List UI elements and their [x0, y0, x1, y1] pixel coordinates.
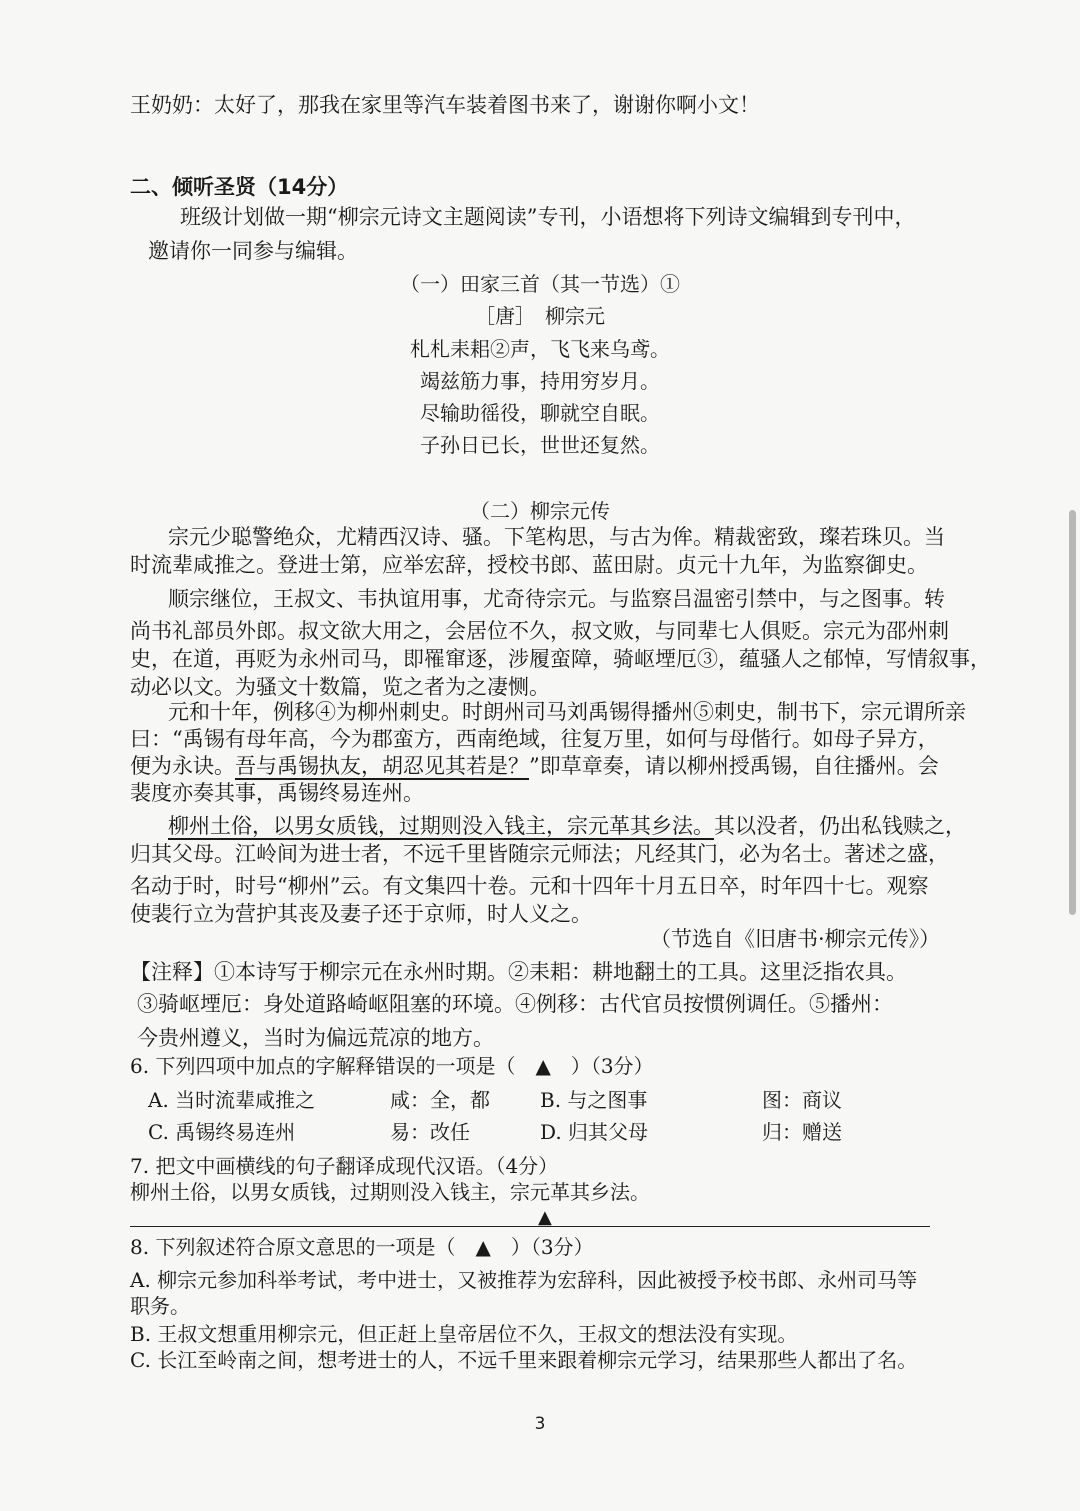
q6-option-c: C. 禹锡终易连州: [148, 1120, 296, 1144]
q6-gloss-d: 归：赠送: [762, 1120, 842, 1144]
q8-option: C. 长江至岭南之间，想考进士的人，不远千里来跟着柳宗元学习，结果那些人都出了名。: [130, 1348, 918, 1372]
bio-line: 尚书礼部员外郎。叔文欲大用之，会居位不久，叔文败，与同辈七人俱贬。宗元为邵州刺: [130, 619, 949, 643]
bio-text: ”即草章奏，请以柳州授禹锡，自往播州。会: [529, 754, 939, 778]
bio-line: 史，在道，再贬为永州司马，即罹窜逐，涉履蛮障，骑岖堙厄③，蕴骚人之郁悼，写情叙事，: [130, 647, 991, 671]
bio-text: 便为永诀。: [130, 754, 235, 778]
poem-line: 札札耒耜②声，飞飞来乌鸢。: [410, 337, 670, 361]
q6-option-b: B. 与之图事: [540, 1088, 648, 1112]
bio-line: 元和十年，例移④为柳州刺史。时朗州司马刘禹锡得播州⑤刺史，制书下，宗元谓所亲: [168, 700, 966, 724]
note-line: ③骑岖堙厄：身处道路崎岖阻塞的环境。④例移：古代官员按惯例调任。⑤播州：: [137, 992, 893, 1016]
bio-line: 使裴行立为营护其丧及妻子还于京师，时人义之。: [130, 902, 592, 926]
section-heading: 二、倾听圣贤（14分）: [130, 175, 349, 199]
poem-title: （一）田家三首（其一节选）①: [400, 272, 680, 296]
intro-line-1: 班级计划做一期“柳宗元诗文主题阅读”专刊，小语想将下列诗文编辑到专刊中，: [180, 205, 916, 229]
answer-line: [130, 1226, 930, 1227]
note-line: 今贵州遵义，当时为偏远荒凉的地方。: [137, 1026, 494, 1050]
poem-line: 尽输助徭役，聊就空自眠。: [420, 401, 660, 425]
bio-line: 动必以文。为骚文十数篇，览之者为之凄恻。: [130, 675, 550, 699]
intro-line-2: 邀请你一同参与编辑。: [148, 239, 358, 263]
dialog-line: 王奶奶：太好了，那我在家里等汽车装着图书来了，谢谢你啊小文！: [130, 93, 760, 117]
underlined-sentence: 柳州土俗，以男女质钱，过期则没入钱主，宗元革其乡法。: [168, 814, 714, 838]
underlined-sentence: 吾与禹锡执友，胡忍见其若是？: [235, 754, 529, 778]
bio-line: 宗元少聪警绝众，尤精西汉诗、骚。下笔构思，与古为侔。精裁密致，璨若珠贝。当: [168, 525, 945, 549]
question-6-stem: 6. 下列四项中加点的字解释错误的一项是（ ▲ ）（3分）: [130, 1054, 654, 1078]
bio-line-with-underline: [130, 752, 939, 780]
q6-option-a: A. 当时流辈咸推之: [148, 1088, 316, 1112]
bio-line: 裴度亦奏其事，禹锡终易连州。: [130, 781, 424, 805]
q8-option: B. 王叔文想重用柳宗元，但正赶上皇帝居位不久，王叔文的想法没有实现。: [130, 1322, 798, 1346]
question-8-stem: 8. 下列叙述符合原文意思的一项是（ ▲ ）（3分）: [130, 1235, 594, 1259]
q6-option-d: D. 归其父母: [540, 1120, 649, 1144]
q8-option: 职务。: [130, 1294, 190, 1318]
bio-line: 归其父母。江岭间为进士者，不远千里皆随宗元师法；凡经其门，必为名士。著述之盛，: [130, 842, 949, 866]
bio-line: 顺宗继位，王叔文、韦执谊用事，尤奇待宗元。与监察吕温密引禁中，与之图事。转: [168, 587, 945, 611]
bio-line-with-underline: [168, 812, 966, 840]
bio-source: （节选自《旧唐书·柳宗元传》）: [650, 927, 941, 951]
poem-author: ［唐］ 柳宗元: [475, 304, 605, 328]
bio-line: 时流辈咸推之。登进士第，应举宏辞，授校书郎、蓝田尉。贞元十九年，为监察御史。: [130, 553, 928, 577]
q6-gloss-a: 咸：全，都: [390, 1088, 490, 1112]
answer-triangle-icon: ▲: [538, 1207, 552, 1228]
question-7-stem: 7. 把文中画横线的句子翻译成现代汉语。（4分）: [130, 1154, 559, 1178]
page-number: 3: [534, 1414, 546, 1434]
q8-option: A. 柳宗元参加科举考试，考中进士，又被推荐为宏辞科，因此被授予校书郎、永州司马等: [130, 1268, 918, 1292]
q6-gloss-b: 图：商议: [762, 1088, 842, 1112]
poem-line: 子孙日已长，世世还复然。: [420, 433, 660, 457]
poem-line: 竭兹筋力事，持用穷岁月。: [420, 369, 660, 393]
note-line: 【注释】①本诗写于柳宗元在永州时期。②耒耜：耕地翻土的工具。这里泛指农具。: [130, 960, 907, 984]
q6-gloss-c: 易：改任: [390, 1120, 470, 1144]
bio-title: （二）柳宗元传: [470, 499, 610, 523]
bio-text: 其以没者，仍出私钱赎之，: [714, 814, 966, 838]
bio-line: 名动于时，时号“柳州”云。有文集四十卷。元和十四年十月五日卒，时年四十七。观察: [130, 874, 929, 898]
q7-sentence: 柳州土俗，以男女质钱，过期则没入钱主，宗元革其乡法。: [130, 1180, 650, 1204]
scrollbar[interactable]: [1069, 510, 1076, 915]
bio-line: 曰：“禹锡有母年高，今为郡蛮方，西南绝域，往复万里，如何与母偕行。如母子异方，: [130, 727, 939, 751]
